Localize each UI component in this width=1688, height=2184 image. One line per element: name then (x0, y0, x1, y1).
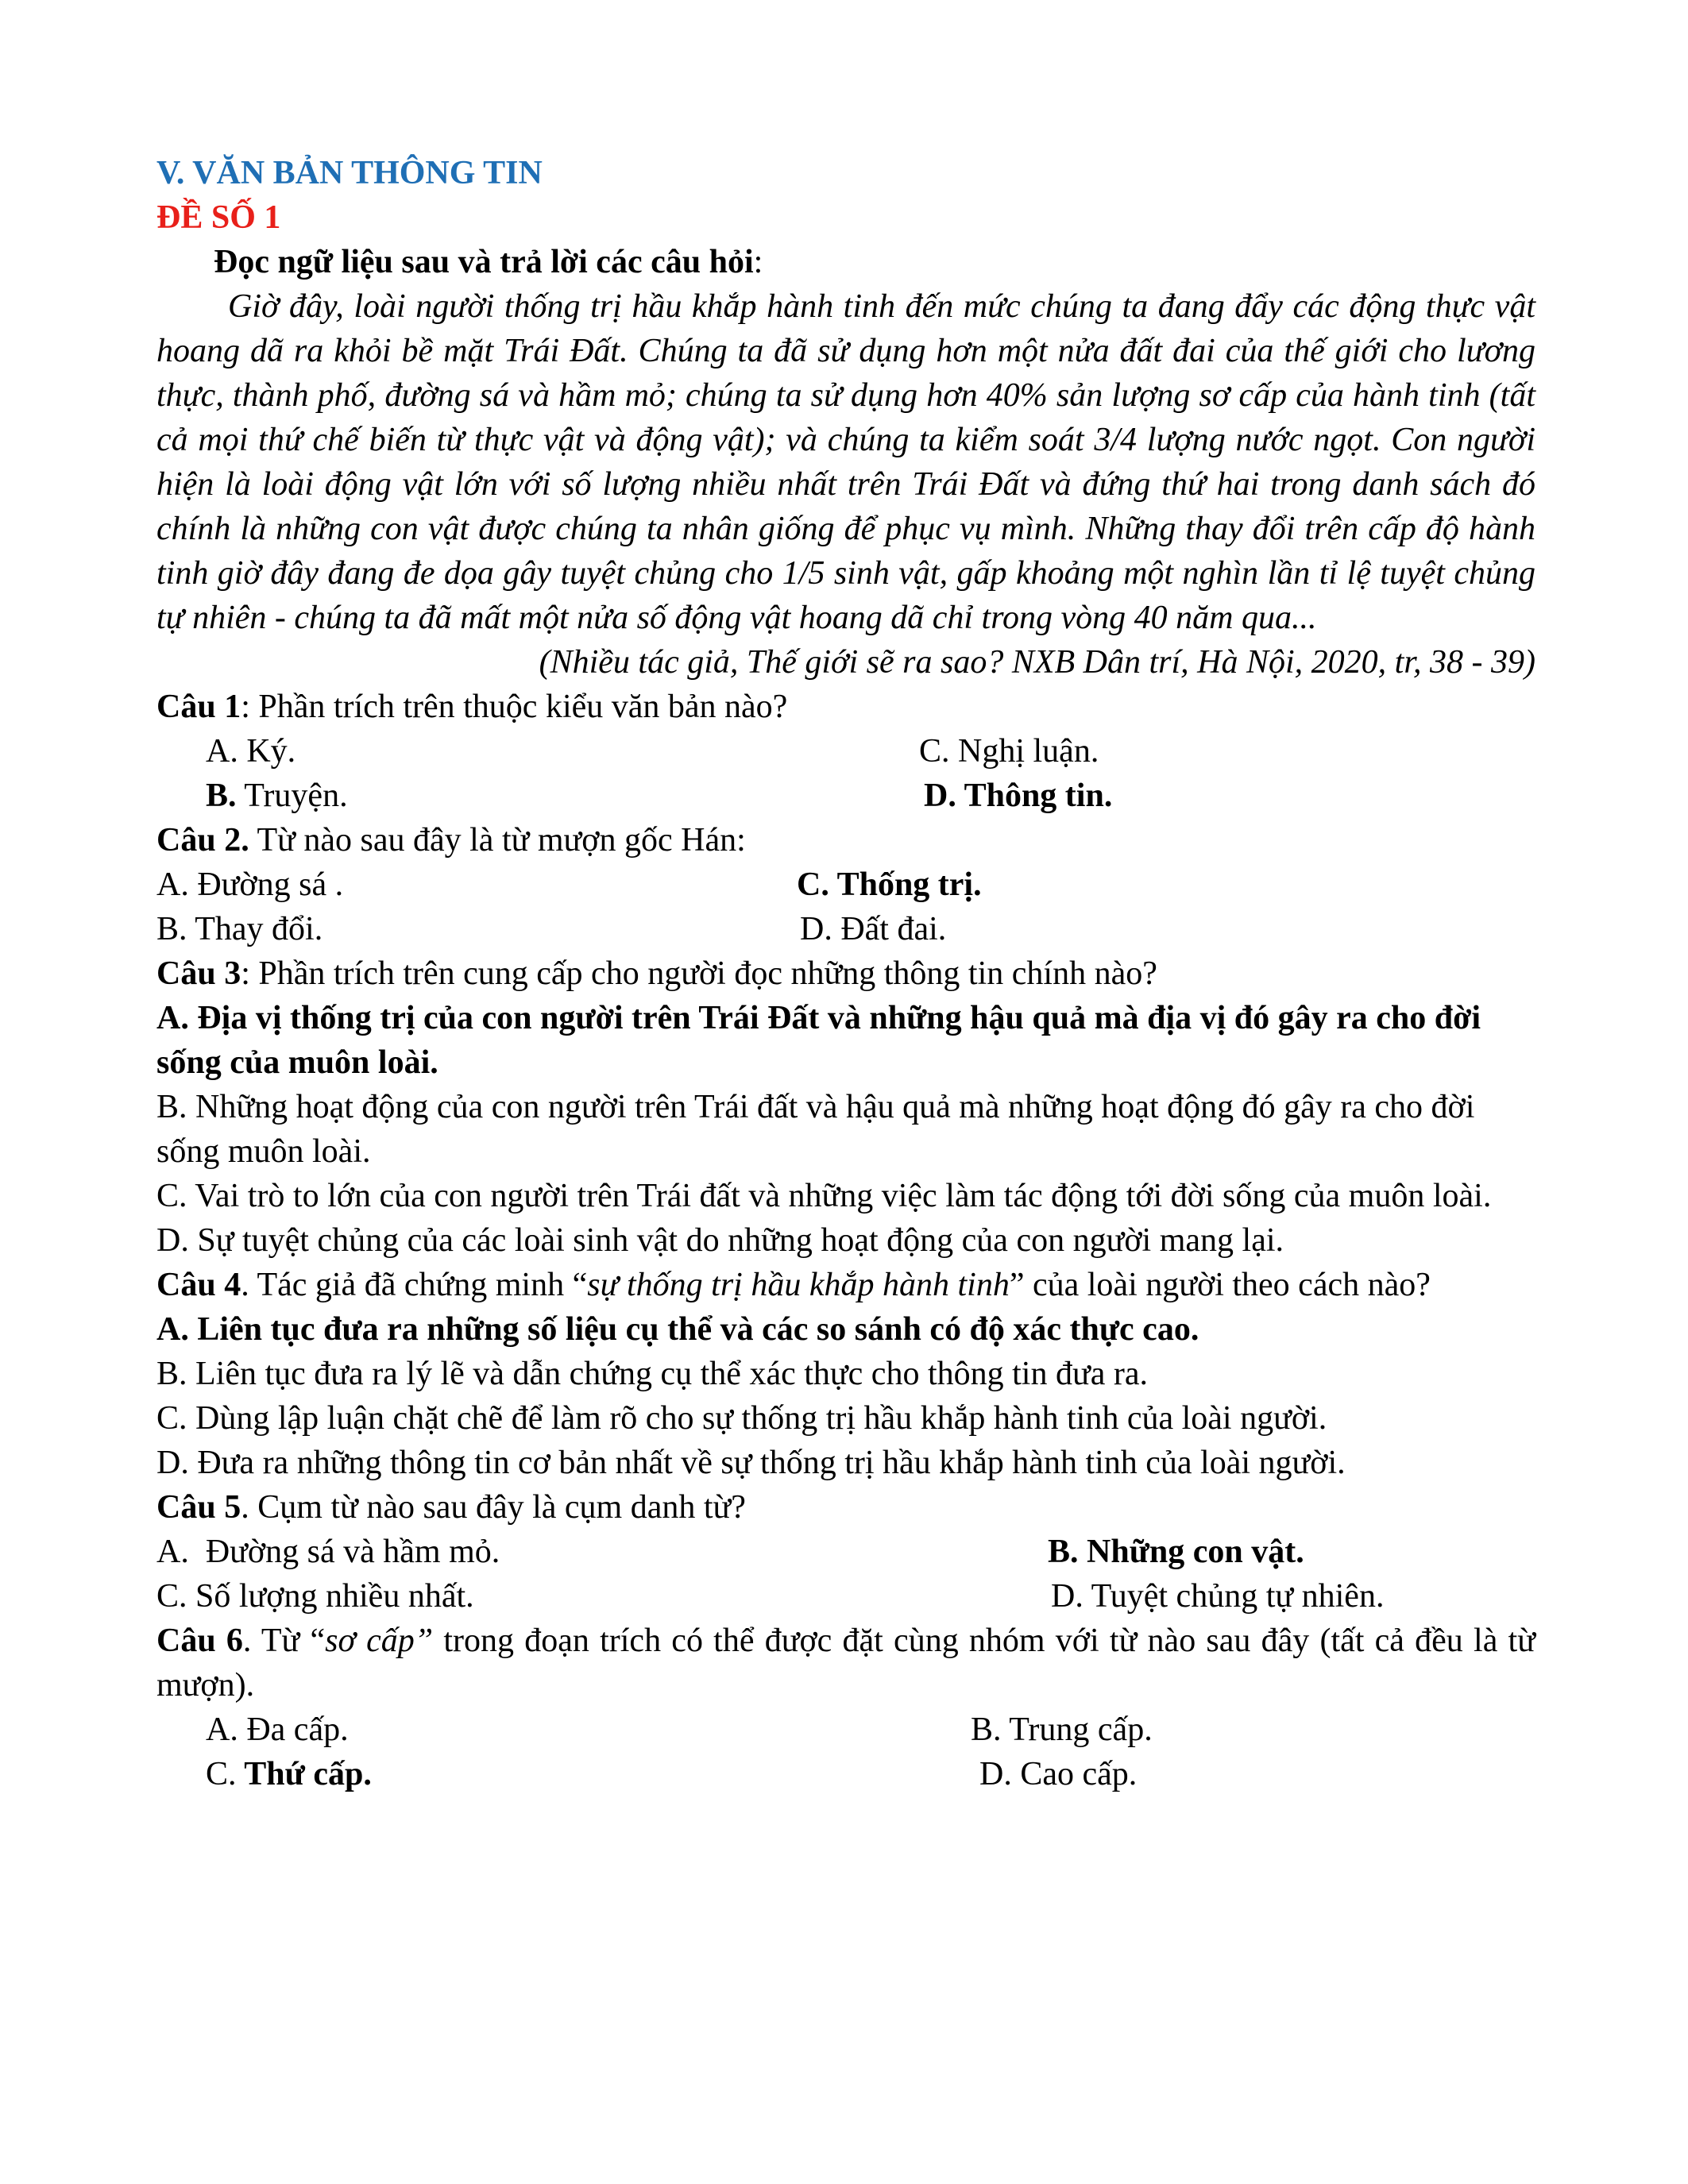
q2-option-d: D. Đất đai. (800, 911, 947, 947)
q2-option-c: C. Thống trị. (797, 866, 982, 903)
question-1-options-row-1 (156, 729, 1535, 774)
exam-title: ĐỀ SỐ 1 (156, 199, 281, 236)
passage-source: (Nhiều tác giả, Thế giới sẽ ra sao? NXB Dân trí, Hà Nội, 2020, tr, 38 - 39) (539, 644, 1535, 681)
question-1-text: : Phần trích trên thuộc kiểu văn bản nào? (241, 689, 788, 725)
question-6-text-post: trong đoạn trích có thể được đặt cùng nhóm với từ nào sau đây (tất cả đều là từ mượn). (156, 1623, 1535, 1704)
section-title: V. VĂN BẢN THÔNG TIN (156, 155, 543, 191)
question-6-options-row-2 (156, 1752, 1535, 1796)
question-3-text: : Phần trích trên cung cấp cho người đọc những thông tin chính nào? (241, 955, 1157, 992)
q4-option-c: C. Dùng lập luận chặt chẽ để làm rõ cho sự thống trị hầu khắp hành tinh của loài người. (156, 1400, 1327, 1437)
question-4-quote: sự thống trị hầu khắp hành tinh (587, 1267, 1010, 1303)
question-5-options-row-1 (156, 1530, 1535, 1574)
q3-option-a: A. Địa vị thống trị của con người trên Trái Đất và những hậu quả mà địa vị đó gây ra cho đời sống của muôn loài. (156, 1000, 1481, 1081)
question-5-label: Câu 5 (156, 1489, 241, 1526)
q1-option-d: D. Thông tin. (924, 778, 1113, 814)
q6-option-c-text: Thứ cấp. (236, 1756, 372, 1792)
question-2-options-row-2 (156, 907, 1535, 951)
question-6-options-row-1 (156, 1707, 1535, 1752)
question-4-text-post: ” của loài người theo cách nào? (1009, 1267, 1431, 1303)
q1-option-b-text: Truyện. (236, 778, 348, 814)
q6-option-c-letter: C. (206, 1756, 237, 1792)
question-2 (156, 818, 1535, 862)
q5-option-c: C. Số lượng nhiều nhất. (156, 1578, 474, 1615)
question-2-options-row-1 (156, 862, 1535, 907)
instruction-text: Đọc ngữ liệu sau và trả lời các câu hỏi (214, 244, 754, 280)
q3-option-c: C. Vai trò to lớn của con người trên Trái đất và những việc làm tác động tới đời sống của muôn loài. (156, 1178, 1492, 1214)
q1-option-b (206, 774, 924, 818)
document-page (156, 151, 1535, 1796)
q6-option-c (206, 1752, 979, 1796)
q3-option-b: B. Những hoạt động của con người trên Trái đất và hậu quả mà những hoạt động đó gây ra cho đời sống muôn loài. (156, 1089, 1475, 1170)
question-6-quote: sơ cấp” (325, 1623, 434, 1659)
q6-option-b: B. Trung cấp. (971, 1711, 1153, 1748)
q5-option-d: D. Tuyệt chủng tự nhiên. (1051, 1578, 1385, 1615)
q5-option-b: B. Những con vật. (1048, 1534, 1304, 1570)
q6-option-d: D. Cao cấp. (979, 1756, 1138, 1792)
q1-option-c: C. Nghị luận. (919, 733, 1099, 770)
question-6-label: Câu 6 (156, 1623, 243, 1659)
reading-passage: Giờ đây, loài người thống trị hầu khắp hành tinh đến mức chúng ta đang đẩy các động thực vật hoang dã ra khỏi bề mặt Trái Đất. Chúng ta đã sử dụng hơn một nửa đất đai của thế giới cho lương thực, thành phố, đường sá và hầm mỏ; chúng ta sử dụng hơn 40% sản lượng sơ cấp của hành tinh (tất cả mọi thứ chế biến từ thực vật và động vật); và chúng ta kiểm soát 3/4 lượng nước ngọt. Con người hiện là loài động vật lớn với số lượng nhiều nhất trên Trái Đất và đứng thứ hai trong danh sách đó chính là những con vật được chúng ta nhân giống để phục vụ mình. Những thay đổi trên cấp độ hành tinh giờ đây đang đe dọa gây tuyệt chủng cho 1/5 sinh vật, gấp khoảng một nghìn lần tỉ lệ tuyệt chủng tự nhiên - chúng ta đã mất một nửa số động vật hoang dã chỉ trong vòng 40 năm qua... (156, 288, 1535, 636)
question-5-text: . Cụm từ nào sau đây là cụm danh từ? (241, 1489, 746, 1526)
question-6-text-pre: . Từ “ (242, 1623, 326, 1659)
q3-option-d: D. Sự tuyệt chủng của các loài sinh vật do những hoạt động của con người mang lại. (156, 1222, 1284, 1259)
instruction-colon: : (753, 244, 763, 280)
question-6 (156, 1619, 1535, 1707)
question-3 (156, 951, 1535, 996)
question-5 (156, 1485, 1535, 1530)
q4-option-a: A. Liên tục đưa ra những số liệu cụ thể và các so sánh có độ xác thực cao. (156, 1311, 1199, 1348)
question-1 (156, 685, 1535, 729)
q1-option-a: A. Ký. (206, 733, 296, 770)
instruction (156, 240, 1535, 284)
q5-option-a: A. Đường sá và hầm mỏ. (156, 1534, 500, 1570)
q6-option-a: A. Đa cấp. (206, 1711, 349, 1748)
question-1-options-row-2 (156, 774, 1535, 818)
question-5-options-row-2 (156, 1574, 1535, 1619)
q1-option-b-letter: B. (206, 778, 237, 814)
question-3-label: Câu 3 (156, 955, 241, 992)
q2-option-b: B. Thay đổi. (156, 911, 323, 947)
question-4-text-pre: . Tác giả đã chứng minh “ (241, 1267, 588, 1303)
question-2-label: Câu 2. (156, 822, 249, 859)
q4-option-d: D. Đưa ra những thông tin cơ bản nhất về sự thống trị hầu khắp hành tinh của loài người. (156, 1445, 1346, 1481)
q2-option-a: A. Đường sá . (156, 866, 344, 903)
question-4-label: Câu 4 (156, 1267, 241, 1303)
question-4 (156, 1263, 1535, 1307)
question-1-label: Câu 1 (156, 689, 241, 725)
question-2-text: Từ nào sau đây là từ mượn gốc Hán: (249, 822, 746, 859)
q4-option-b: B. Liên tục đưa ra lý lẽ và dẫn chứng cụ thể xác thực cho thông tin đưa ra. (156, 1356, 1148, 1392)
